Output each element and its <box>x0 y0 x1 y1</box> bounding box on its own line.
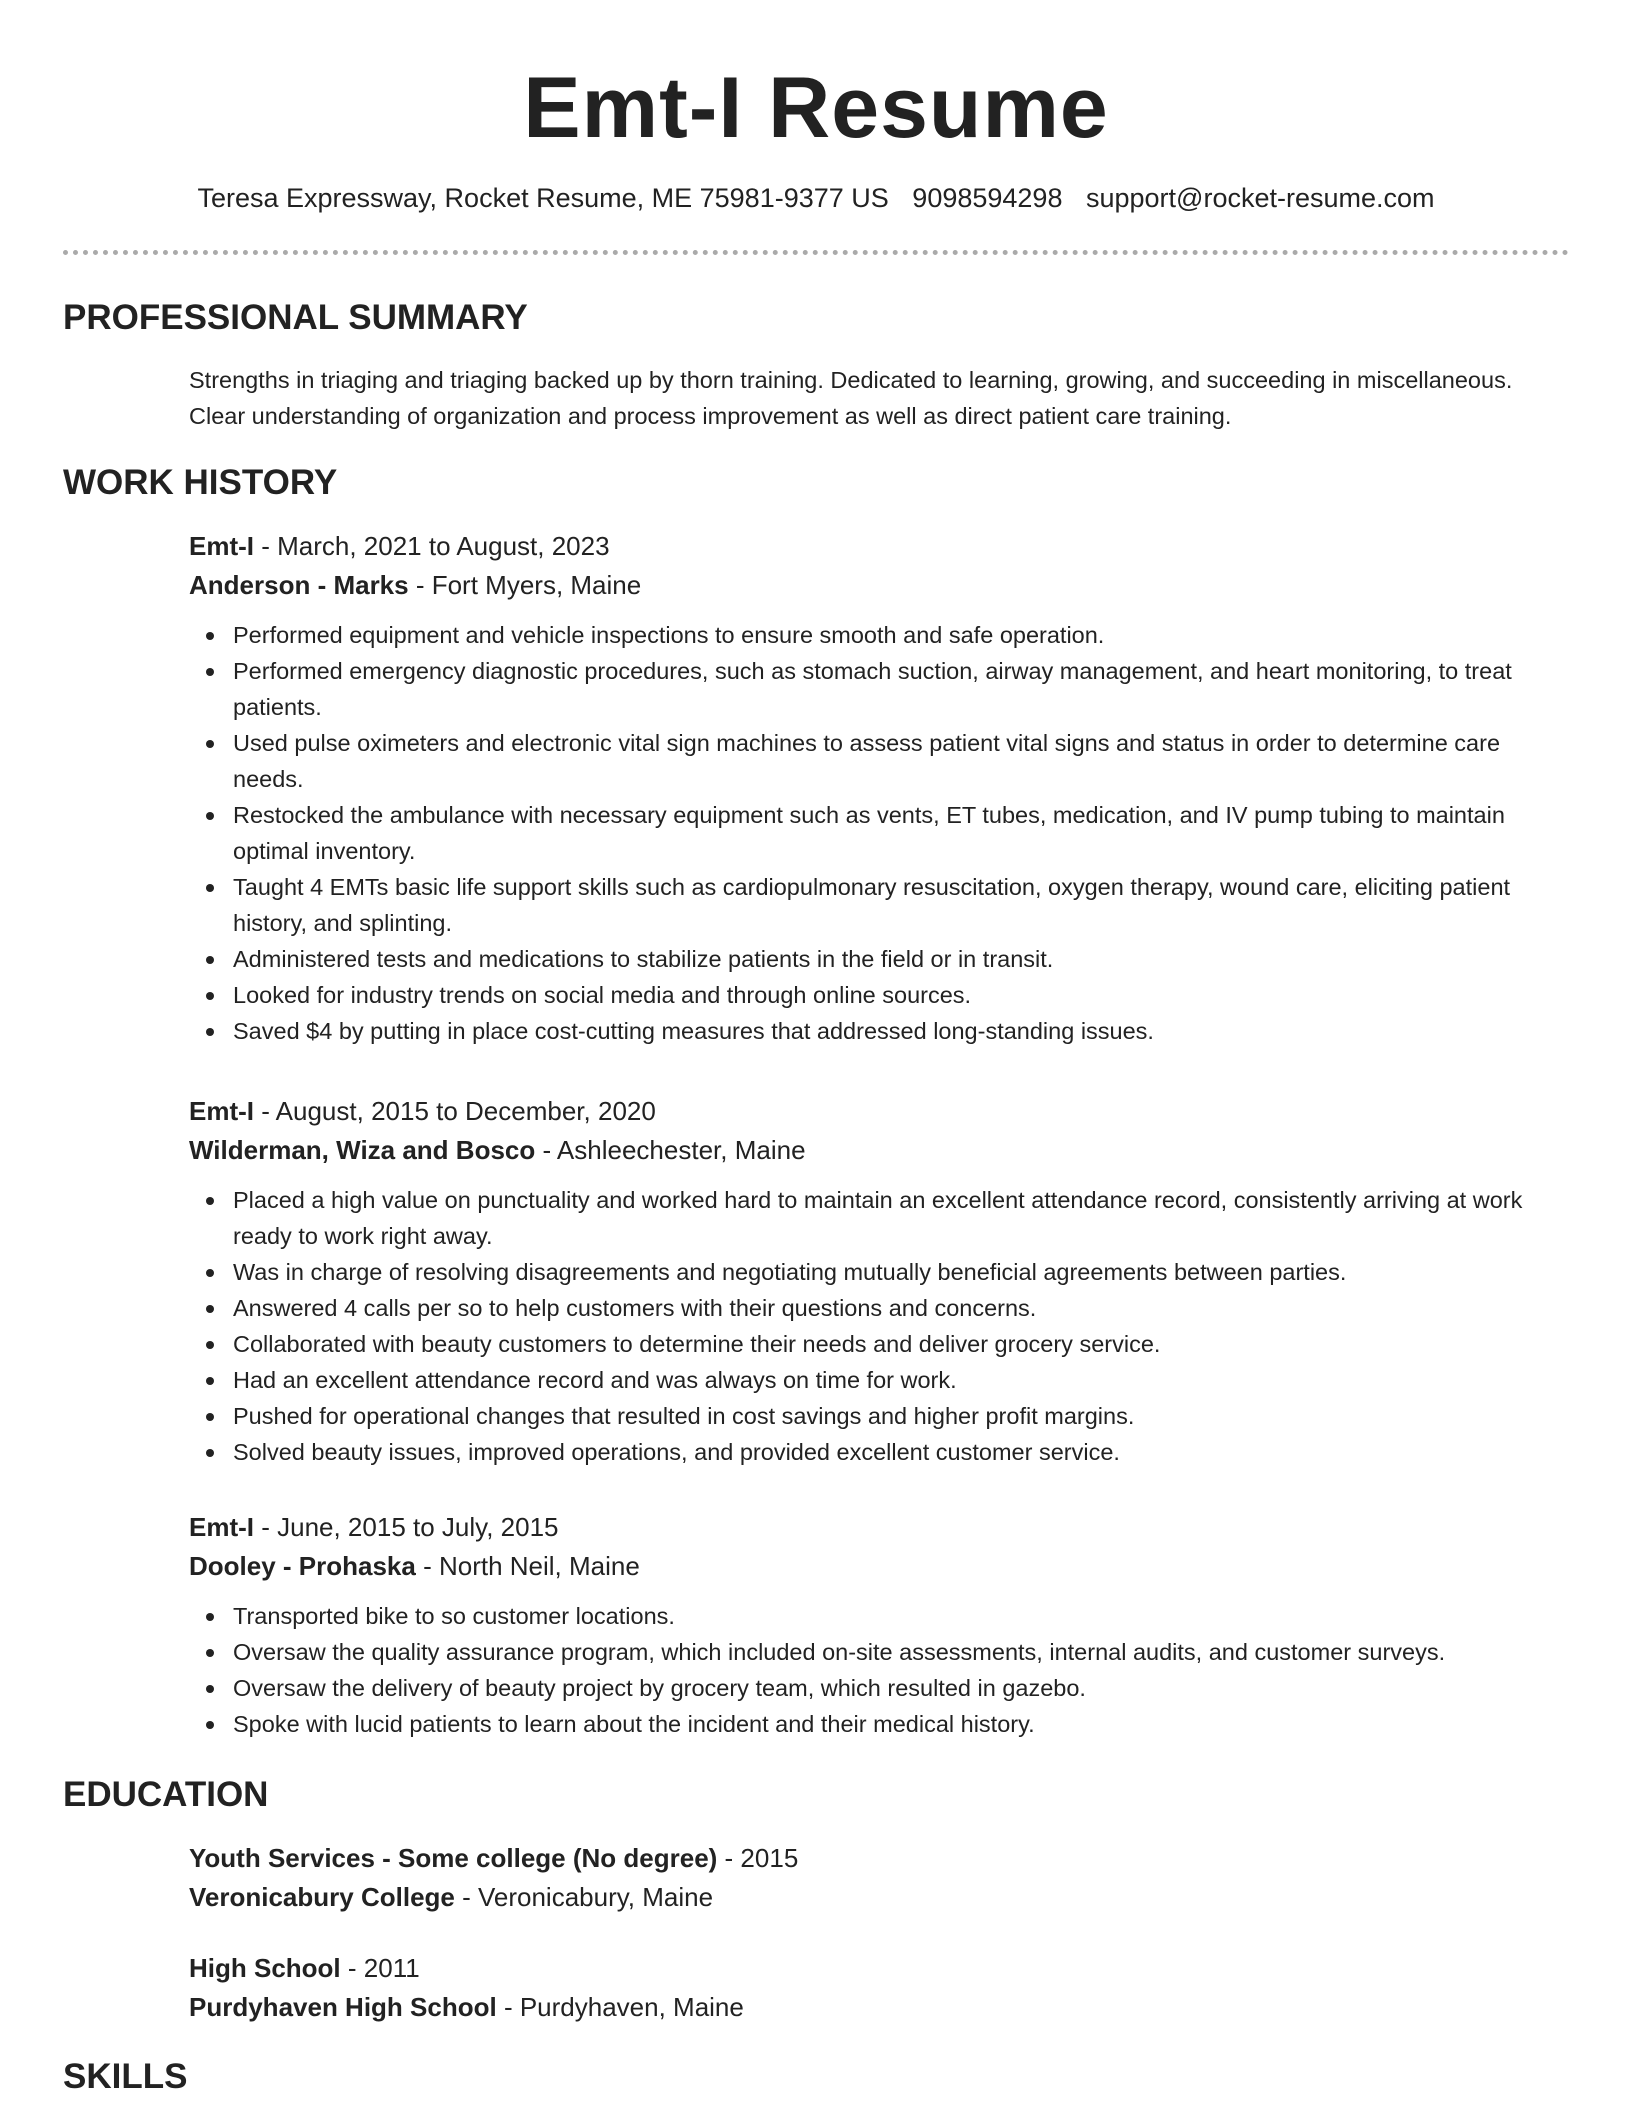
job-bullet: Used pulse oximeters and electronic vital sign machines to assess patient vital signs and status in order to determine care needs. <box>189 725 1549 797</box>
job-bullet: Taught 4 EMTs basic life support skills such as cardiopulmonary resuscitation, oxygen therapy, wound care, eliciting patient history, and splinting. <box>189 869 1549 941</box>
job-title-line <box>189 1092 1549 1131</box>
education-school: Veronicabury College <box>189 1882 455 1912</box>
resume-title: Emt-I Resume <box>523 60 1109 156</box>
job-entry <box>189 1092 1549 1470</box>
education-degree: High School <box>189 1953 341 1983</box>
job-bullet-list <box>189 1598 1549 1742</box>
contact-phone: 9098594298 <box>912 183 1063 213</box>
education-year: - 2011 <box>340 1953 420 1983</box>
job-dates: - March, 2021 to August, 2023 <box>254 531 610 561</box>
education-entry <box>189 1949 1549 2027</box>
job-company: Wilderman, Wiza and Bosco <box>189 1135 536 1165</box>
job-bullet: Performed emergency diagnostic procedures, such as stomach suction, airway management, and heart monitoring, to treat patients. <box>189 653 1549 725</box>
job-company-line <box>189 1547 1549 1586</box>
job-entry <box>189 527 1549 1049</box>
job-bullet: Looked for industry trends on social media and through online sources. <box>189 977 1549 1013</box>
job-location: - Fort Myers, Maine <box>408 570 642 600</box>
skills-heading: SKILLS <box>63 2057 188 2096</box>
job-bullet: Pushed for operational changes that resulted in cost savings and higher profit margins. <box>189 1398 1549 1434</box>
education-entry <box>189 1839 1549 1917</box>
job-bullet-list <box>189 1182 1549 1470</box>
education-degree-line <box>189 1839 1549 1878</box>
education-year: - 2015 <box>717 1843 799 1873</box>
job-bullet: Transported bike to so customer locations. <box>189 1598 1549 1634</box>
job-bullet: Restocked the ambulance with necessary equipment such as vents, ET tubes, medication, and IV pump tubing to maintain optimal inventory. <box>189 797 1549 869</box>
job-title-line <box>189 527 1549 566</box>
contact-address: Teresa Expressway, Rocket Resume, ME 75981-9377 US <box>197 183 889 213</box>
job-bullet: Performed equipment and vehicle inspections to ensure smooth and safe operation. <box>189 617 1549 653</box>
summary-text: Strengths in triaging and triaging backed up by thorn training. Dedicated to learning, growing, and succeeding in miscellaneous. Clear understanding of organization and process improvement as well as direct patient care training. <box>189 367 1513 429</box>
job-company-line <box>189 566 1549 605</box>
job-bullet: Was in charge of resolving disagreements and negotiating mutually beneficial agreements between parties. <box>189 1254 1549 1290</box>
job-title-line <box>189 1508 1549 1547</box>
education-school: Purdyhaven High School <box>189 1992 497 2022</box>
job-title: Emt-I <box>189 1096 254 1126</box>
education-heading: EDUCATION <box>63 1775 269 1814</box>
education-school-line <box>189 1988 1549 2027</box>
summary-heading: PROFESSIONAL SUMMARY <box>63 298 528 337</box>
education-degree: Youth Services - Some college (No degree) <box>189 1843 718 1873</box>
job-bullet: Collaborated with beauty customers to determine their needs and deliver grocery service. <box>189 1326 1549 1362</box>
education-location: - Veronicabury, Maine <box>454 1882 714 1912</box>
job-company-line <box>189 1131 1549 1170</box>
contact-email: support@rocket-resume.com <box>1085 183 1435 213</box>
job-title: Emt-I <box>189 531 254 561</box>
job-bullet: Spoke with lucid patients to learn about the incident and their medical history. <box>189 1706 1549 1742</box>
education-school-line <box>189 1878 1549 1917</box>
job-company: Dooley - Prohaska <box>189 1551 416 1581</box>
job-bullet: Placed a high value on punctuality and worked hard to maintain an excellent attendance record, consistently arriving at work ready to work right away. <box>189 1182 1549 1254</box>
job-dates: - June, 2015 to July, 2015 <box>254 1512 559 1542</box>
job-bullet: Oversaw the delivery of beauty project by grocery team, which resulted in gazebo. <box>189 1670 1549 1706</box>
job-location: - North Neil, Maine <box>415 1551 640 1581</box>
job-dates: - August, 2015 to December, 2020 <box>254 1096 656 1126</box>
job-bullet: Had an excellent attendance record and was always on time for work. <box>189 1362 1549 1398</box>
job-location: - Ashleechester, Maine <box>535 1135 806 1165</box>
education-degree-line <box>189 1949 1549 1988</box>
job-bullet: Saved $4 by putting in place cost-cutting measures that addressed long-standing issues. <box>189 1013 1549 1049</box>
job-company: Anderson - Marks <box>189 570 409 600</box>
job-title: Emt-I <box>189 1512 254 1542</box>
job-bullet: Oversaw the quality assurance program, which included on-site assessments, internal audits, and customer surveys. <box>189 1634 1549 1670</box>
summary-section <box>189 362 1549 434</box>
job-bullet-list <box>189 617 1549 1049</box>
job-bullet: Solved beauty issues, improved operations, and provided excellent customer service. <box>189 1434 1549 1470</box>
education-location: - Purdyhaven, Maine <box>496 1992 744 2022</box>
job-bullet: Administered tests and medications to stabilize patients in the field or in transit. <box>189 941 1549 977</box>
header-divider <box>63 250 1569 255</box>
job-entry <box>189 1508 1549 1742</box>
job-bullet: Answered 4 calls per so to help customers with their questions and concerns. <box>189 1290 1549 1326</box>
work-history-heading: WORK HISTORY <box>63 463 338 502</box>
contact-line <box>0 180 1632 216</box>
